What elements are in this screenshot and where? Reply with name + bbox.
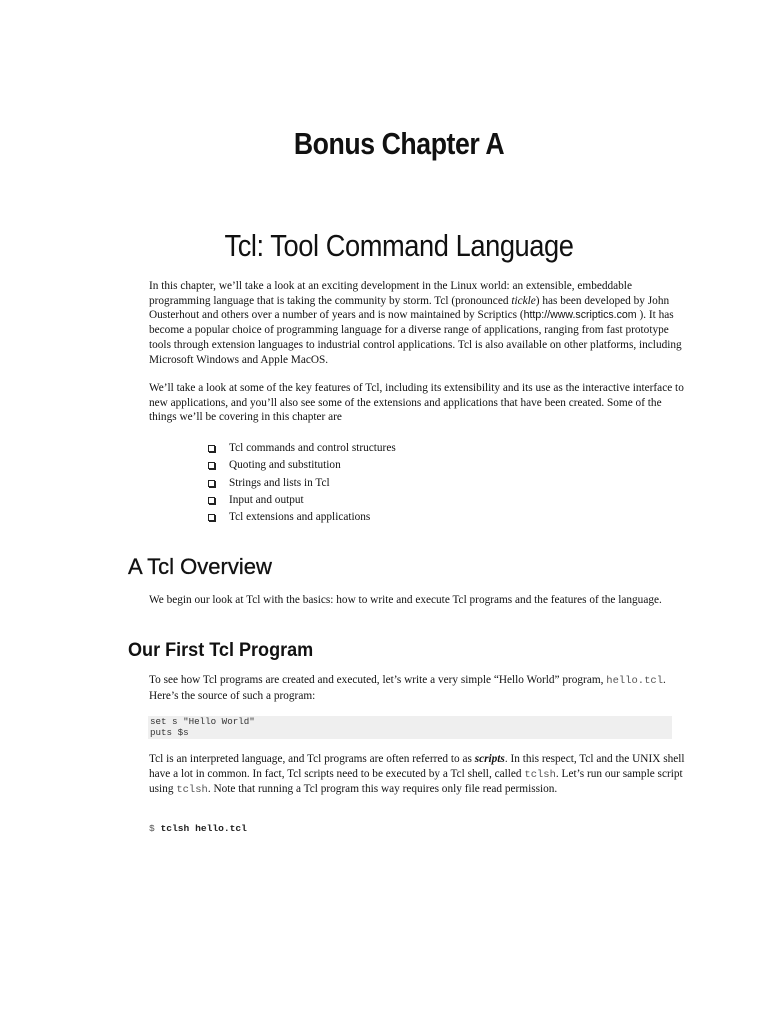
paragraph-text: Tcl is an interpreted language, and Tcl programs are often referred to as — [149, 753, 475, 765]
command-line — [149, 823, 247, 834]
intro-text: ) has been developed by John Ousterhout and others over a number of years and is now maintained by Scriptics ( — [149, 294, 670, 322]
list-item — [207, 509, 396, 526]
pronunciation: tickle — [511, 294, 536, 307]
paragraph-text: . Note that running a Tcl program this way requires only file read permission. — [207, 783, 558, 796]
list-item — [207, 457, 396, 474]
tclsh-term: tclsh — [524, 768, 556, 781]
list-item-label: Quoting and substitution — [229, 459, 341, 472]
paragraph-text: . Let’s run our sample script using — [149, 767, 683, 796]
interpreter-paragraph — [149, 752, 689, 798]
shell-command: tclsh hello.tcl — [160, 823, 247, 834]
checkbox-bullet-icon — [208, 445, 215, 452]
checkbox-bullet-icon — [208, 462, 215, 469]
features-paragraph: We’ll take a look at some of the key features of Tcl, including its extensibility and its use as the interactive interface to new applications, and you’ll also see some of the extensions and applications that have been created. Some of the things we’ll be covering in this chapter are — [149, 382, 684, 424]
intro-paragraph — [149, 279, 689, 367]
list-item-label: Strings and lists in Tcl — [229, 476, 330, 489]
shell-prompt: $ — [149, 823, 155, 834]
scripts-term: scripts — [474, 753, 505, 765]
intro-text: ). It has become a popular choice of programming language for a diverse range of applications, ranging from fast prototype tools through extension languages to industrial control applications. Tcl is also available on other platforms, including Microsoft Windows and Apple MacOS. — [149, 309, 682, 366]
section-heading: A Tcl Overview — [128, 554, 272, 579]
paragraph-text: . In this respect, Tcl and the UNIX shell have a lot in common. In fact, Tcl scripts need to be executed by a Tcl shell, called — [149, 753, 685, 780]
list-item — [207, 475, 396, 492]
checkbox-bullet-icon — [208, 480, 215, 487]
filename: hello.tcl — [606, 675, 663, 687]
list-item — [207, 492, 396, 509]
chapter-label: Bonus Chapter A — [293, 126, 505, 161]
list-item-label: Tcl commands and control structures — [229, 442, 396, 454]
overview-paragraph: We begin our look at Tcl with the basics: how to write and execute Tcl programs and the features of the language. — [149, 594, 662, 606]
hello-world-paragraph — [149, 673, 689, 703]
list-item — [207, 440, 396, 457]
paragraph-text: To see how Tcl programs are created and executed, let’s write a very simple “Hello World” program, — [149, 674, 607, 686]
intro-text: In this chapter, we’ll take a look at an exciting development in the Linux world: an extensible, embeddable programming language that is taking the community by storm. Tcl (pronounced — [149, 280, 632, 307]
tclsh-term: tclsh — [176, 784, 208, 797]
list-item-label: Input and output — [229, 493, 304, 506]
paragraph-text: . Here’s the source of such a program: — [149, 674, 666, 702]
list-item-label: Tcl extensions and applications — [229, 511, 371, 524]
topics-list — [207, 440, 396, 526]
chapter-title: Tcl: Tool Command Language — [224, 228, 574, 263]
scriptics-url: http://www.scriptics.com — [523, 309, 637, 322]
code-block: set s "Hello World" puts $s — [148, 716, 672, 739]
checkbox-bullet-icon — [208, 497, 215, 504]
checkbox-bullet-icon — [208, 514, 215, 521]
subsection-heading: Our First Tcl Program — [128, 640, 314, 661]
